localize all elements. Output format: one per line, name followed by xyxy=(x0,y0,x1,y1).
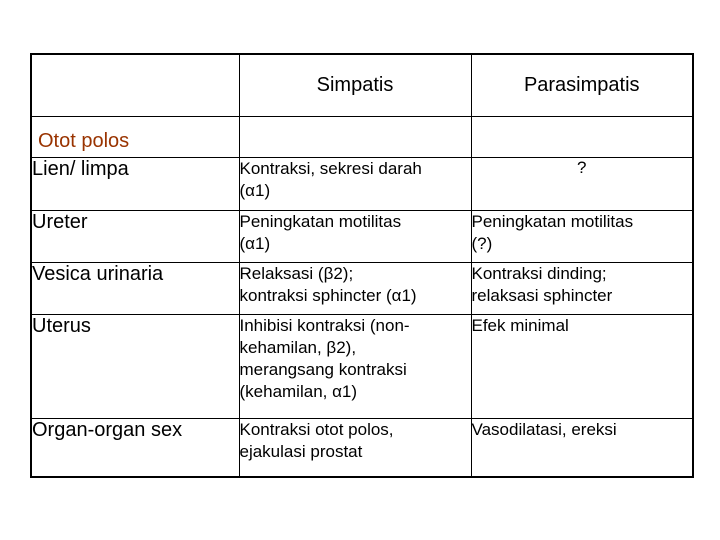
section-row xyxy=(31,117,693,158)
effect-line: Kontraksi dinding; xyxy=(471,263,607,283)
effect-line: merangsang kontraksi xyxy=(239,360,407,380)
effect-line: ejakulasi prostat xyxy=(239,441,363,461)
effect-line: Inhibisi kontraksi (non- xyxy=(239,316,410,336)
table-row xyxy=(31,418,693,477)
header-simpatis: Simpatis xyxy=(239,54,471,117)
effect-line: kontraksi sphincter (α1) xyxy=(239,285,417,305)
effect-line: Peningkatan motilitas xyxy=(471,211,634,231)
effect-line: (α1) xyxy=(239,181,271,201)
section-empty-cell xyxy=(239,117,471,158)
effect-line: Kontraksi otot polos, xyxy=(239,419,394,439)
parasimpatis-effect xyxy=(471,418,693,477)
table-row xyxy=(31,210,693,262)
effect-line: Vasodilatasi, ereksi xyxy=(471,419,617,439)
parasimpatis-effect xyxy=(471,262,693,314)
header-parasimpatis: Parasimpatis xyxy=(471,54,693,117)
table-row xyxy=(31,262,693,314)
simpatis-effect xyxy=(239,315,471,418)
effect-line: ? xyxy=(577,158,587,178)
parasimpatis-effect xyxy=(471,210,693,262)
table-row xyxy=(31,315,693,418)
effect-line: (kehamilan, α1) xyxy=(239,382,358,402)
effect-line: Efek minimal xyxy=(471,316,569,336)
simpatis-effect xyxy=(239,418,471,477)
effect-line: Relaksasi (β2); xyxy=(239,263,354,283)
effect-line: kehamilan, β2), xyxy=(239,338,357,358)
simpatis-effect xyxy=(239,158,471,210)
autonomic-effects-table xyxy=(30,53,694,478)
effect-line: (α1) xyxy=(239,233,271,253)
header-empty-cell xyxy=(31,54,239,117)
effect-line: relaksasi sphincter xyxy=(471,285,613,305)
effect-line: Peningkatan motilitas xyxy=(239,211,402,231)
parasimpatis-effect xyxy=(471,158,693,210)
organ-label: Ureter xyxy=(31,210,239,262)
header-row xyxy=(31,54,693,117)
effect-line: Kontraksi, sekresi darah xyxy=(239,159,422,179)
effect-line: (?) xyxy=(471,233,493,253)
organ-label: Lien/ limpa xyxy=(31,158,239,210)
table-row xyxy=(31,158,693,210)
section-empty-cell xyxy=(471,117,693,158)
organ-label: Vesica urinaria xyxy=(31,262,239,314)
simpatis-effect xyxy=(239,210,471,262)
parasimpatis-effect xyxy=(471,315,693,418)
simpatis-effect xyxy=(239,262,471,314)
organ-label: Organ-organ sex xyxy=(31,418,239,477)
organ-label: Uterus xyxy=(31,315,239,418)
section-title: Otot polos xyxy=(31,117,239,158)
